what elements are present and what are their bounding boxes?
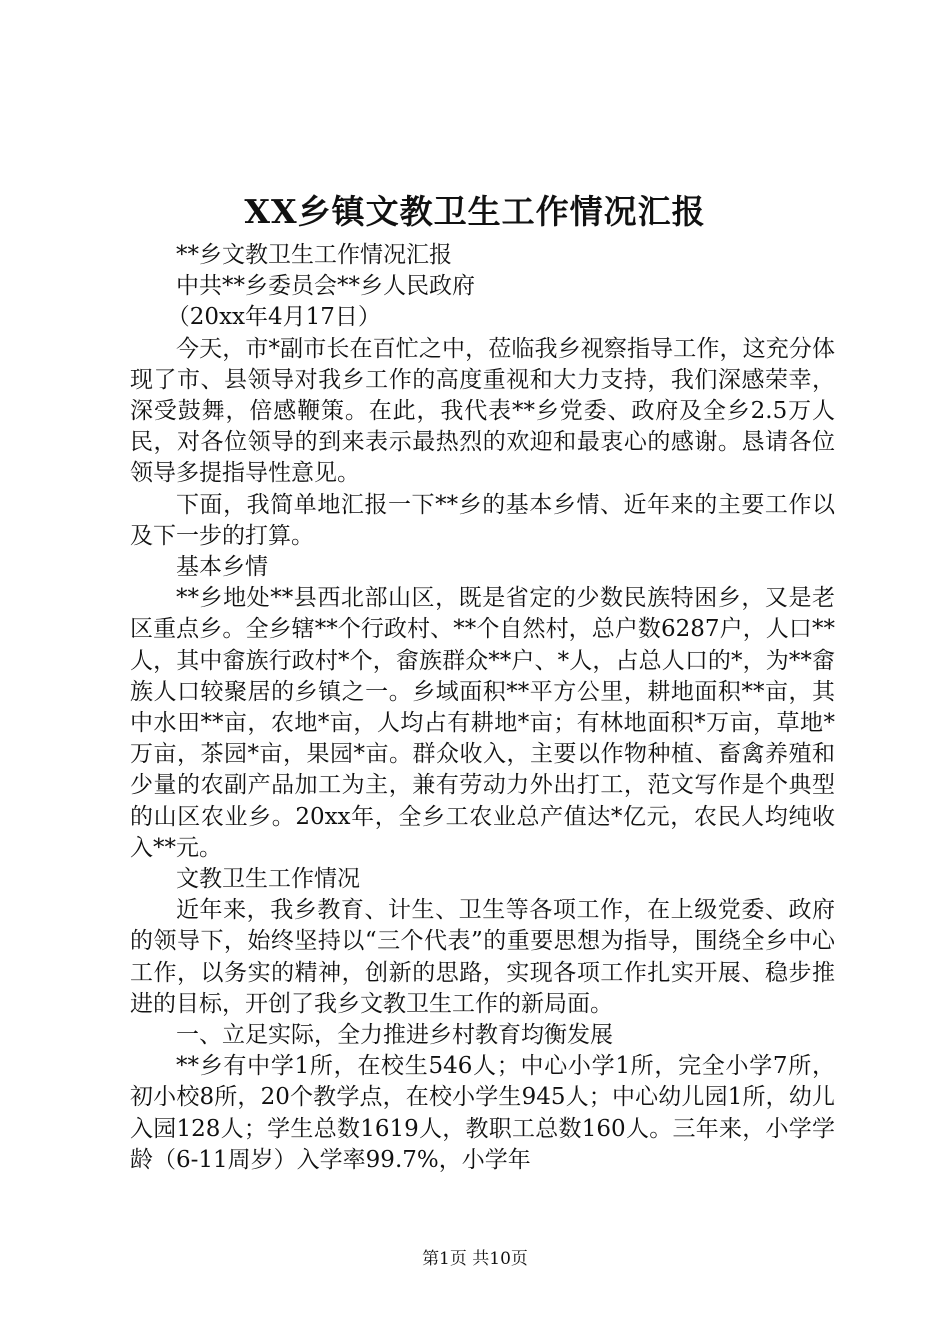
subtitle-paragraph: **乡文教卫生工作情况汇报 — [176, 242, 452, 268]
body-paragraph: 下面，我简单地汇报一下**乡的基本乡情、近年来的主要工作以及下一步的打算。 — [130, 491, 835, 549]
date-paragraph: （20xx年4月17日） — [166, 304, 381, 331]
body-paragraph: 今天，市*副市长在百忙之中，莅临我乡视察指导工作，这充分体现了市、县领导对我乡工作的高度重视和大力支持，我们深感荣幸，深受鼓舞，倍感鞭策。在此，我代表**乡党委、政府及全乡2.5万人民，对各位领导的到来表示最热烈的欢迎和最衷心的感谢。恳请各位领导多提指导性意见。 — [130, 335, 835, 487]
section-heading: 文教卫生工作情况 — [176, 866, 360, 893]
page-footer: 第1页 共10页 — [422, 1249, 528, 1269]
section-heading: 一、立足实际，全力推进乡村教育均衡发展 — [176, 1022, 613, 1049]
document-title: XX乡镇文教卫生工作情况汇报 — [244, 192, 706, 231]
author-paragraph: 中共**乡委员会**乡人民政府 — [176, 273, 475, 300]
body-paragraph: **乡有中学1所，在校生546人；中心小学1所，完全小学7所，初小校8所，20个教学点，在校小学生945人；中心幼儿园1所，幼儿入园128人；学生总数1619人，教职工总数160人。三年来，小学学龄（6-11周岁）入学率99.7%，小学年 — [130, 1053, 835, 1173]
body-paragraph: **乡地处**县西北部山区，既是省定的少数民族特困乡，又是老区重点乡。全乡辖**个行政村、**个自然村，总户数6287户，人口**人，其中畲族行政村*个，畲族群众**户、*人，占总人口的*，为**畲族人口较聚居的乡镇之一。乡域面积**平方公里，耕地面积**亩，其中水田**亩，农地*亩，人均占有耕地*亩；有林地面积*万亩，草地*万亩，茶园*亩，果园*亩。群众收入，主要以作物种植、畜禽养殖和少量的农副产品加工为主，兼有劳动力外出打工，范文写作是个典型的山区农业乡。20xx年，全乡工农业总产值达*亿元，农民人均纯收入**元。 — [130, 585, 835, 861]
body-paragraph: 近年来，我乡教育、计生、卫生等各项工作，在上级党委、政府的领导下，始终坚持以“三个代表”的重要思想为指导，围绕全乡中心工作，以务实的精神，创新的思路，实现各项工作扎实开展、稳步推进的目标，开创了我乡文教卫生工作的新局面。 — [130, 897, 835, 1017]
document-body — [130, 240, 835, 1176]
section-heading: 基本乡情 — [176, 554, 268, 581]
